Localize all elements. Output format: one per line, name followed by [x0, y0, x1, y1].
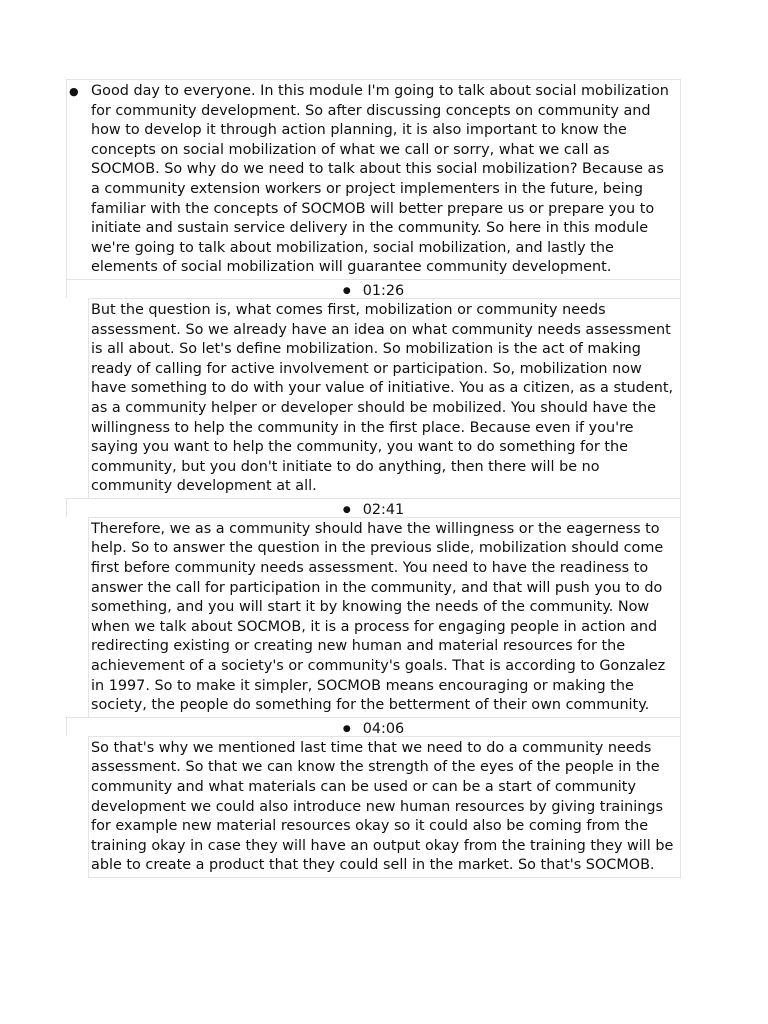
transcript-paragraph [66, 79, 681, 279]
paragraph-text: So that's why we mentioned last time that we need to do a community needs assessment. So that we can know the strength of the eyes of the people in the community and what materials can be used or can be a start of community development we could also introduce new human resources by giving trainings for example new material resources okay so it could also be coming from the training okay in case they will have an output okay from the training they will be able to create a product that they could sell in the market. So that's SOCMOB. [91, 739, 674, 874]
timestamp-text: 01:26 [362, 282, 405, 299]
transcript-document [66, 79, 681, 878]
paragraph-text: But the question is, what comes first, mobilization or community needs assessment. So we already have an idea on what community needs assessment is all about. So let's define mobilization. So mobilization is the act of making ready of calling for active involvement or participation. So, mobilization now have something to do with your value of initiative. You as a citizen, as a student, as a community helper or developer should be mobilized. You should have the willingness to help the community in the first place. Because even if you're saying you want to help the community, you want to do something for the community, but you don't initiate to do anything, then there will be no community development at all. [91, 301, 674, 495]
transcript-paragraph [88, 736, 681, 878]
timestamp-row [66, 279, 681, 298]
transcript-paragraph [88, 298, 681, 498]
timestamp-text: 04:06 [362, 720, 405, 737]
bullet-icon: ● [342, 504, 351, 515]
timestamp-row [66, 498, 681, 517]
transcript-paragraph [88, 517, 681, 717]
timestamp-text: 02:41 [362, 501, 405, 518]
paragraph-text: Therefore, we as a community should have the willingness or the eagerness to help. So to answer the question in the previous slide, mobilization should come first before community needs assessment. You need to have the readiness to answer the call for participation in the community, and that will push you to do something, and you will start it by knowing the needs of the community. Now when we talk about SOCMOB, it is a process for engaging people in action and redirecting existing or creating new human and material resources for the achievement of a society's or community's goals. That is according to Gonzalez in 1997. So to make it simpler, SOCMOB means encouraging or making the society, the people do something for the betterment of their own community. [91, 520, 666, 714]
bullet-icon: ● [69, 85, 79, 98]
timestamp-row [66, 717, 681, 736]
bullet-icon: ● [342, 285, 351, 296]
bullet-icon: ● [342, 723, 351, 734]
paragraph-text: Good day to everyone. In this module I'm going to talk about social mobilization for community development. So after discussing concepts on community and how to develop it through action planning, it is also important to know the concepts on social mobilization of what we call or sorry, what we call as SOCMOB. So why do we need to talk about this social mobilization? Because as a community extension workers or project implementers in the future, being familiar with the concepts of SOCMOB will better prepare us or prepare you to initiate and sustain service delivery in the community. So here in this module we're going to talk about mobilization, social mobilization, and lastly the elements of social mobilization will guarantee community development. [91, 83, 669, 276]
